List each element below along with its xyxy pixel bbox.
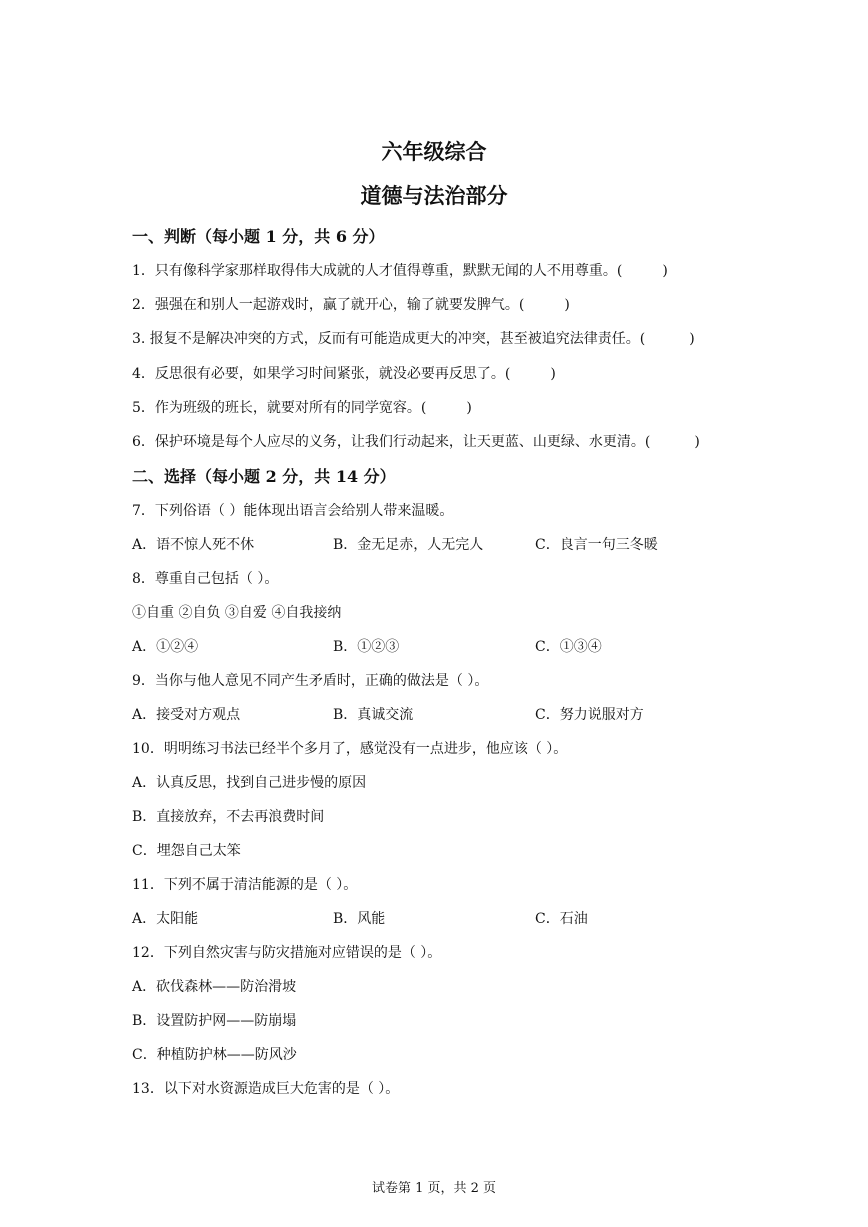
question-6 (132, 432, 700, 452)
question-9-option-c: C．努力说服对方 (535, 707, 644, 723)
question-7-option-a: A．语不惊人死不休 (132, 537, 255, 553)
page-subtitle: 道德与法治部分 (360, 183, 508, 208)
question-10-option-c: C．埋怨自己太笨 (132, 843, 241, 859)
question-9-option-b: B．真诚交流 (333, 707, 414, 723)
question-9-option-a: A．接受对方观点 (132, 707, 241, 723)
question-13-stem: 13．以下对水资源造成巨大危害的是（ ）。 (132, 1081, 400, 1097)
question-12-option-c: C．种植防护林——防风沙 (132, 1047, 297, 1063)
answer-paren-close: ) (689, 331, 695, 347)
question-5 (132, 398, 472, 418)
question-8-option-a: A．①②④ (132, 639, 199, 655)
question-3 (132, 329, 695, 349)
question-text: 5．作为班级的班长，就要对所有的同学宽容。( (132, 400, 427, 416)
question-9-stem: 9．当你与他人意见不同产生矛盾时，正确的做法是（ ）。 (132, 673, 489, 689)
question-4 (132, 364, 556, 384)
question-text: 4．反思很有必要，如果学习时间紧张，就没必要再反思了。( (132, 366, 511, 382)
question-text: 3. 报复不是解决冲突的方式，反而有可能造成更大的冲突，甚至被追究法律责任。( (132, 331, 646, 347)
question-text: 2．强强在和别人一起游戏时，赢了就开心，输了就要发脾气。( (132, 297, 525, 313)
section-heading-choice: 二、选择（每小题 2 分，共 14 分） (132, 467, 396, 486)
question-2 (132, 295, 570, 315)
question-7-option-c: C．良言一句三冬暖 (535, 537, 658, 553)
question-12-stem: 12．下列自然灾害与防灾措施对应错误的是（ ）。 (132, 945, 442, 961)
page-title: 六年级综合 (381, 139, 487, 164)
question-8-items: ①自重 ②自负 ③自爱 ④自我接纳 (132, 605, 342, 621)
section-heading-judgement: 一、判断（每小题 1 分，共 6 分） (132, 227, 385, 246)
question-10-option-b: B．直接放弃，不去再浪费时间 (132, 809, 325, 825)
question-12-option-b: B．设置防护网——防崩塌 (132, 1013, 297, 1029)
question-11-stem: 11．下列不属于清洁能源的是（ ）。 (132, 877, 358, 893)
question-1 (132, 261, 668, 281)
question-10-option-a: A．认真反思，找到自己进步慢的原因 (132, 775, 367, 791)
answer-paren-close: ) (466, 400, 472, 416)
question-8-option-b: B．①②③ (333, 639, 400, 655)
question-12-option-a: A．砍伐森林——防治滑坡 (132, 979, 297, 995)
page-footer: 试卷第 1 页，共 2 页 (371, 1181, 497, 1196)
question-11-option-a: A．太阳能 (132, 911, 199, 927)
question-text: 1．只有像科学家那样取得伟大成就的人才值得尊重，默默无闻的人不用尊重。( (132, 263, 623, 279)
question-8-option-c: C．①③④ (535, 639, 602, 655)
answer-paren-close: ) (550, 366, 556, 382)
question-8-stem: 8．尊重自己包括（ ）。 (132, 571, 279, 587)
question-11-option-b: B．风能 (333, 911, 386, 927)
answer-paren-close: ) (662, 263, 668, 279)
answer-paren-close: ) (694, 434, 700, 450)
question-7-option-b: B．金无足赤，人无完人 (333, 537, 484, 553)
question-text: 6．保护环境是每个人应尽的义务，让我们行动起来，让天更蓝、山更绿、水更清。( (132, 434, 651, 450)
question-7-stem: 7．下列俗语（ ）能体现出语言会给别人带来温暖。 (132, 503, 454, 519)
question-11-option-c: C．石油 (535, 911, 588, 927)
question-10-stem: 10．明明练习书法已经半个多月了，感觉没有一点进步，他应该（ ）。 (132, 741, 568, 757)
answer-paren-close: ) (564, 297, 570, 313)
